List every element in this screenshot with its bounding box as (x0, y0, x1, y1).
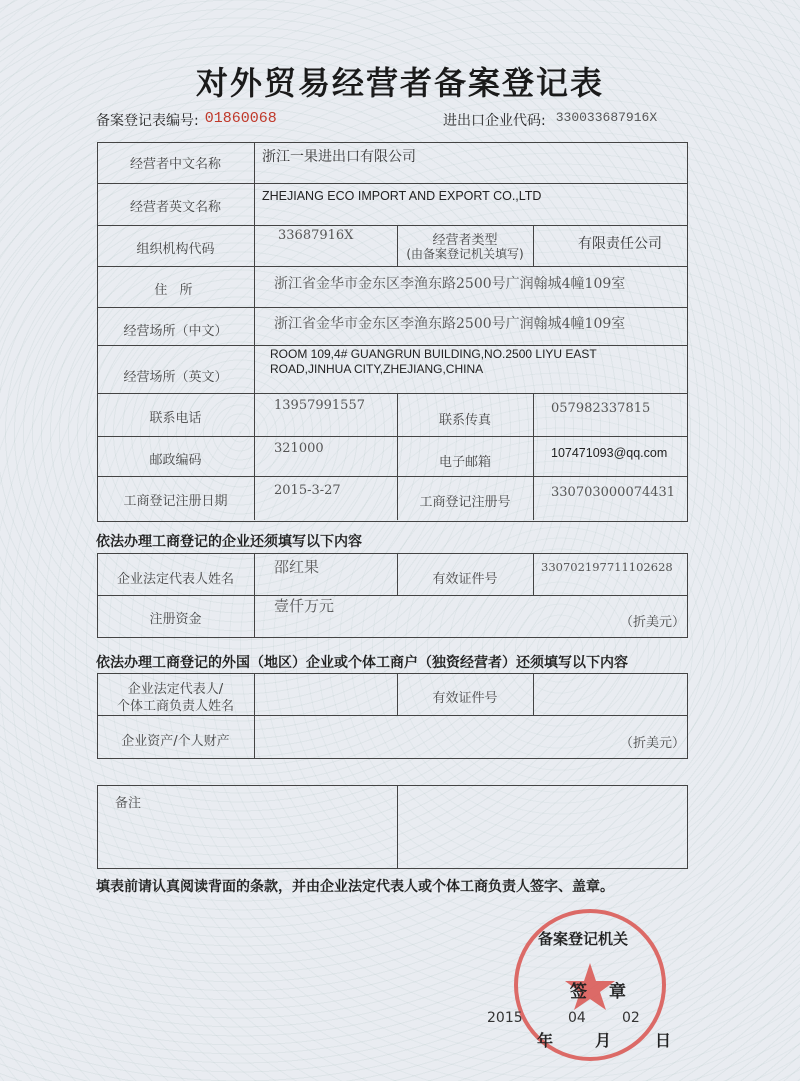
value-fax: 057982337815 (551, 401, 651, 416)
label-id-number: 有效证件号 (432, 572, 498, 587)
stamp-month-char: 月 (595, 1031, 612, 1050)
value-org-code: 33687916X (278, 228, 354, 243)
label-phone: 联系电话 (149, 411, 202, 426)
enterprise-code-value: 330033687916X (555, 110, 658, 125)
value-capital: 壹仟万元 (274, 597, 335, 615)
label-assets-unit: （折美元） (620, 736, 686, 751)
label-capital-unit: （折美元） (620, 615, 686, 630)
label-capital: 注册资金 (149, 612, 202, 627)
remarks-box (97, 785, 688, 869)
label-foreign-rep-1: 企业法定代表人/ (127, 682, 224, 697)
enterprise-code (443, 110, 658, 130)
label-place-cn: 经营场所（中文） (123, 324, 228, 339)
footnote: 填表前请认真阅读背面的条款，并由企业法定代表人或个体工商负责人签字、盖章。 (96, 879, 614, 895)
value-legal-rep: 邵红果 (274, 558, 320, 576)
value-place-en-line1: ROOM 109,4# GUANGRUN BUILDING,NO.2500 LIYU EAST (270, 347, 597, 361)
label-reg-date: 工商登记注册日期 (123, 494, 228, 509)
form-number (96, 110, 277, 130)
label-fax: 联系传真 (438, 413, 491, 428)
label-assets: 企业资产/个人财产 (121, 734, 230, 749)
value-postcode: 321000 (274, 441, 324, 456)
stamp-day-char: 日 (655, 1031, 672, 1050)
enterprise-code-label: 进出口企业代码: (443, 113, 546, 129)
label-operator-type-note: (由备案登记机关填写) (406, 247, 524, 261)
form-number-value: 01860068 (204, 110, 277, 127)
stamp-day: 02 (622, 1010, 640, 1026)
label-legal-rep: 企业法定代表人姓名 (116, 572, 234, 587)
stamp-year-char: 年 (537, 1031, 554, 1050)
stamp-seal-char: 签章 (570, 982, 648, 1002)
value-operator-type: 有限责任公司 (578, 236, 662, 252)
value-address: 浙江省金华市金东区李渔东路2500号广润翰城4幢109室 (274, 276, 626, 292)
value-phone: 13957991557 (274, 398, 365, 413)
value-place-en-line2: ROAD,JINHUA CITY,ZHEJIANG,CHINA (270, 362, 484, 376)
stamp-month: 04 (568, 1010, 586, 1026)
value-reg-date: 2015-3-27 (274, 483, 341, 498)
value-name-cn: 浙江一果进出口有限公司 (262, 149, 416, 165)
form-number-label: 备案登记表编号: (96, 113, 199, 129)
value-email: 107471093@qq.com (551, 446, 668, 460)
label-place-en: 经营场所（英文） (123, 370, 228, 385)
label-remarks: 备注 (115, 796, 142, 811)
label-email: 电子邮箱 (438, 455, 491, 470)
value-place-cn: 浙江省金华市金东区李渔东路2500号广润翰城4幢109室 (274, 316, 626, 332)
label-foreign-rep-2: 个体工商负责人姓名 (116, 699, 234, 714)
value-reg-no: 330703000074431 (551, 485, 676, 500)
label-operator-type: 经营者类型 (432, 233, 498, 248)
section3-heading: 依法办理工商登记的外国（地区）企业或个体工商户（独资经营者）还须填写以下内容 (96, 655, 628, 671)
label-name-cn: 经营者中文名称 (129, 157, 221, 172)
label-org-code: 组织机构代码 (136, 242, 215, 257)
label-address: 住 所 (154, 283, 197, 298)
stamp-year: 2015 (487, 1010, 523, 1026)
label-name-en: 经营者英文名称 (129, 200, 221, 215)
stamp-authority: 备案登记机关 (538, 930, 629, 948)
label-postcode: 邮政编码 (149, 453, 202, 468)
value-name-en: ZHEJIANG ECO IMPORT AND EXPORT CO.,LTD (262, 189, 542, 203)
label-reg-no: 工商登记注册号 (419, 495, 511, 510)
label-foreign-id: 有效证件号 (432, 691, 498, 706)
value-id-number: 330702197711102628 (541, 560, 673, 574)
form-title: 对外贸易经营者备案登记表 (195, 64, 604, 102)
section2-heading: 依法办理工商登记的企业还须填写以下内容 (96, 534, 362, 550)
